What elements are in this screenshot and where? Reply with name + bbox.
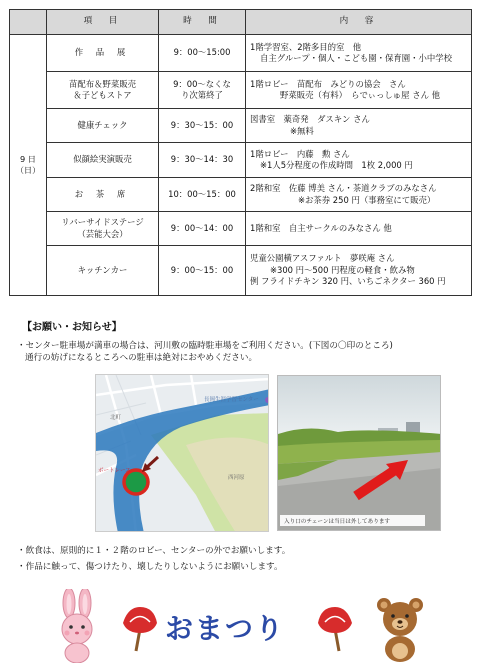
parking-photo	[277, 375, 441, 531]
content-line: ※300 円～500 円程度の軽食・飲み物	[270, 264, 415, 275]
table-row	[10, 35, 472, 72]
time-cell	[159, 35, 246, 72]
header-item: 項 目	[47, 10, 159, 35]
content-line: 1階ロビー 苗配布 みどりの協会 さん	[250, 78, 406, 89]
content-line: 自主グループ・個人・こども園・保育園・小中学校	[260, 53, 452, 63]
map-label: 西河原	[228, 475, 245, 481]
fan-icon	[120, 605, 160, 653]
bear-illustration	[372, 593, 428, 663]
item-label: ＆子どもストア	[73, 90, 132, 100]
time-cell	[159, 109, 246, 143]
photo-caption: 入り口のチェーンは当日は外してあります	[280, 515, 425, 526]
content-line: 1階ロビー 内藤 勲 さん	[250, 148, 350, 159]
food-notice: ・飲食は、原則的に１・２階のロビー、センターの外でお願いします。	[17, 546, 291, 556]
content-line: 例 フライドチキン 320 円、いちごネクター 360 円	[250, 276, 446, 287]
time-cell	[159, 143, 246, 178]
content-line: 2階和室 佐藤 博美 さん・茶道クラブのみなさん	[250, 183, 437, 194]
content-line: 図書室 薬奇発 ダスキン さん	[250, 114, 370, 125]
map-label: ボートレース	[98, 468, 131, 474]
time-cell	[159, 246, 246, 296]
time-label: り次第終了	[181, 90, 223, 100]
item-cell	[47, 178, 159, 212]
parking-notice-line: ・センター駐車場が満車の場合は、河川敷の臨時駐車場をご利用ください。(下図の〇印のところ)	[17, 341, 393, 351]
time-label: 10：00～15：00	[168, 188, 236, 199]
map-label: 長岡生涯学習センター	[204, 397, 259, 403]
table-row	[10, 72, 472, 109]
item-label: （芸能大会）	[77, 228, 128, 239]
table-row	[10, 109, 472, 143]
day-weekday: （日）	[15, 165, 41, 175]
item-cell	[47, 72, 159, 109]
content-line: ※お茶券 250 円（事務室にて販売）	[298, 194, 436, 205]
parking-notice	[17, 340, 393, 365]
time-label: 9：30～15：00	[170, 119, 234, 130]
content-line: 1階和室 自主サークルのみなさん 他	[250, 222, 392, 233]
item-cell	[47, 109, 159, 143]
item-label: リバーサイドステージ	[61, 217, 144, 228]
content-line: 児童公園横アスファルト 夢咲庵 さん	[250, 253, 395, 264]
time-label: 9：00～15:00	[173, 47, 231, 58]
item-cell	[47, 143, 159, 178]
photo-graphic	[278, 376, 441, 531]
header-day	[10, 10, 47, 35]
table-row	[10, 246, 472, 296]
content-cell	[246, 109, 472, 143]
table-row	[10, 212, 472, 246]
banner-title: おまつり	[165, 612, 286, 645]
item-label: 苗配布＆野菜販売	[69, 78, 136, 89]
item-label: 作 品 展	[74, 47, 131, 58]
content-line: 1階学習室、2階多目的室 他	[250, 41, 362, 52]
day-cell	[10, 35, 47, 296]
festival-banner	[0, 585, 480, 669]
table-row	[10, 143, 472, 178]
item-cell	[47, 212, 159, 246]
content-cell	[246, 35, 472, 72]
parking-map	[95, 374, 269, 532]
map-label: 北町	[110, 415, 122, 421]
table-header-row	[10, 10, 472, 35]
item-label: 似顔絵実演販売	[73, 154, 132, 165]
time-label: 9：00～14：00	[170, 222, 234, 233]
time-cell	[159, 178, 246, 212]
notice-title: 【お願い・お知らせ】	[22, 322, 122, 333]
header-content: 内 容	[246, 10, 472, 35]
fan-icon	[315, 605, 355, 653]
content-line: ※1人5分程度の作成時間 1枚 2,000 円	[260, 160, 413, 170]
content-line: ※無料	[290, 125, 314, 136]
parking-notice-line: 通行の妨げになるところへの駐車は絶対におやめください。	[25, 353, 258, 364]
content-cell	[246, 143, 472, 178]
rabbit-illustration	[52, 589, 102, 663]
item-label: 健康チェック	[77, 119, 128, 130]
table-row	[10, 178, 472, 212]
content-cell	[246, 212, 472, 246]
item-cell	[47, 35, 159, 72]
item-label: キッチンカー	[77, 264, 128, 275]
time-cell	[159, 72, 246, 109]
day-date: 9 日	[20, 153, 36, 164]
time-label: 9：00～なくな	[173, 78, 231, 89]
time-label: 9：30～14：30	[170, 154, 234, 165]
item-cell	[47, 246, 159, 296]
item-label: お 茶 席	[74, 188, 131, 199]
content-cell	[246, 246, 472, 296]
time-label: 9：00～15：00	[170, 264, 234, 275]
time-cell	[159, 212, 246, 246]
works-notice: ・作品に触って、傷つけたり、壊したりしないようにお願いします。	[17, 562, 283, 572]
content-cell	[246, 178, 472, 212]
content-cell	[246, 72, 472, 109]
schedule-table	[9, 9, 472, 296]
content-line: 野菜販売（有料） らでぃっしゅ屋 さん 他	[280, 90, 441, 100]
header-time: 時 間	[159, 10, 246, 35]
